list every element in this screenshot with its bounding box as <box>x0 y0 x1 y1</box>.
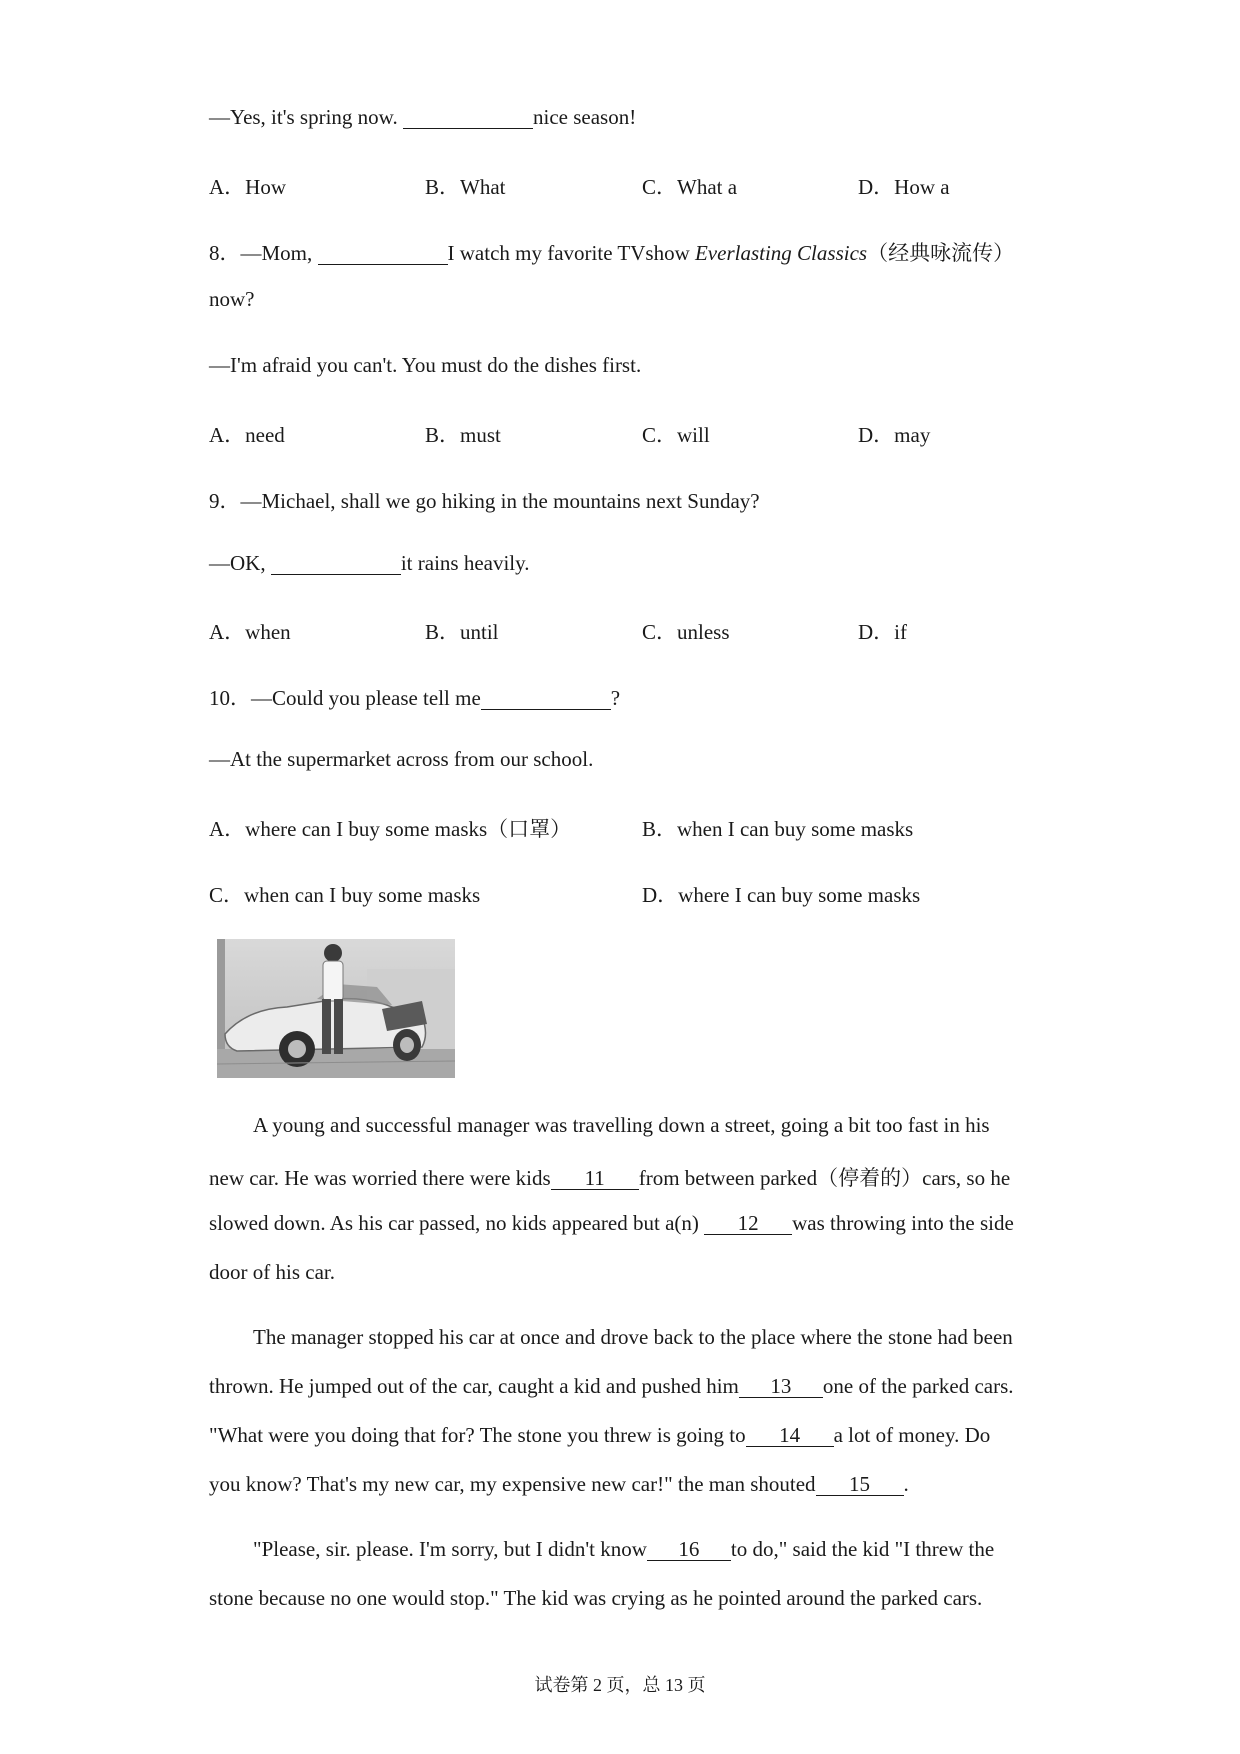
q8-question-cont: now? <box>209 287 255 311</box>
q9-text-post: it rains heavily. <box>400 551 530 575</box>
car-photo <box>217 939 455 1078</box>
p2-line2-post: one of the parked cars. <box>822 1374 1014 1398</box>
q9-option-a: A．when <box>209 620 291 644</box>
p2-line4-post: . <box>903 1472 909 1496</box>
p1-line3-pre: slowed down. As his car passed, no kids appeared but a(n) <box>209 1211 705 1235</box>
q10-text-pre: 10．—Could you please tell me <box>209 686 481 710</box>
q8-text-pre: —Mom, <box>240 241 318 265</box>
passage-p1-line3 <box>209 1211 1039 1236</box>
q8-answer-line: —I'm afraid you can't. You must do the dishes first. <box>209 353 642 377</box>
q8-chinese-gloss: （经典咏流传） <box>867 241 1015 265</box>
q10-option-a: A．where can I buy some masks（口罩） <box>209 817 572 841</box>
p3-line1-pre: "Please, sir. please. I'm sorry, but I didn't know <box>253 1537 647 1561</box>
passage-p2-line4 <box>209 1472 1039 1497</box>
blank-16: 16 <box>647 1538 731 1561</box>
q10-blank <box>481 687 611 710</box>
q9-blank <box>271 552 401 575</box>
car-photo-illustration <box>217 939 455 1078</box>
p1-line2-post: from between parked（停着的）cars, so he <box>638 1166 1011 1190</box>
q7-blank <box>403 106 533 129</box>
q10-answer-line: —At the supermarket across from our school. <box>209 747 594 771</box>
q8-show-title: Everlasting Classics <box>694 241 868 265</box>
p1-line3-post: was throwing into the side <box>792 1211 1014 1235</box>
blank-14: 14 <box>746 1424 834 1447</box>
p3-line1-post: to do," said the kid "I threw the <box>730 1537 995 1561</box>
q7-option-d: D．How a <box>858 175 950 199</box>
q9-answer-line <box>209 551 530 576</box>
q8-option-b: B．must <box>425 423 501 447</box>
page-footer: 试卷第 2 页，总 13 页 <box>534 1675 706 1695</box>
p1-line2-pre: new car. He was worried there were kids <box>209 1166 551 1190</box>
q9-option-d: D．if <box>858 620 907 644</box>
q10-question-line <box>209 682 620 712</box>
passage-p1-line2 <box>209 1162 1039 1192</box>
p2-line4-pre: you know? That's my new car, my expensive new car!" the man shouted <box>209 1472 816 1496</box>
q8-option-d: D．may <box>858 423 931 447</box>
q8-number: 8． <box>209 241 241 265</box>
q7-option-b: B．What <box>425 175 506 199</box>
q9-option-c: C．unless <box>642 620 730 644</box>
passage-p2-line3 <box>209 1423 1039 1448</box>
q7-answer-line <box>209 105 636 130</box>
passage-p3-line1 <box>209 1537 1039 1562</box>
q8-text-mid: I watch my favorite TVshow <box>447 241 695 265</box>
passage-p2-line2 <box>209 1374 1039 1399</box>
p2-line2-pre: thrown. He jumped out of the car, caught a kid and pushed him <box>209 1374 739 1398</box>
passage-p1-line1: A young and successful manager was travelling down a street, going a bit too fast in his <box>253 1113 990 1137</box>
q8-blank <box>318 242 448 265</box>
q10-option-c: C．when can I buy some masks <box>209 883 481 907</box>
passage-p2-line1: The manager stopped his car at once and drove back to the place where the stone had been <box>253 1325 1013 1349</box>
q9-question-line: 9．—Michael, shall we go hiking in the mountains next Sunday? <box>209 489 760 513</box>
q10-option-b: B．when I can buy some masks <box>642 817 914 841</box>
blank-15: 15 <box>816 1473 904 1496</box>
passage-p3-line2: stone because no one would stop." The kid was crying as he pointed around the parked cars. <box>209 1586 983 1610</box>
blank-12: 12 <box>704 1212 792 1235</box>
q7-line-text-end: nice season! <box>532 105 637 129</box>
q7-line-text: —Yes, it's spring now. <box>209 105 403 129</box>
q8-option-a: A．need <box>209 423 285 447</box>
q7-option-c: C．What a <box>642 175 738 199</box>
p2-line3-pre: "What were you doing that for? The stone you threw is going to <box>209 1423 746 1447</box>
blank-11: 11 <box>551 1167 639 1190</box>
q8-option-c: C．will <box>642 423 710 447</box>
q10-text-post: ? <box>610 686 621 710</box>
q8-question-line <box>209 237 1014 267</box>
q9-option-b: B．until <box>425 620 499 644</box>
q10-option-d: D．where I can buy some masks <box>642 883 921 907</box>
p2-line3-post: a lot of money. Do <box>833 1423 991 1447</box>
q9-text-pre: —OK, <box>209 551 271 575</box>
blank-13: 13 <box>739 1375 823 1398</box>
passage-p1-line4: door of his car. <box>209 1260 335 1284</box>
q7-option-a: A．How <box>209 175 286 199</box>
